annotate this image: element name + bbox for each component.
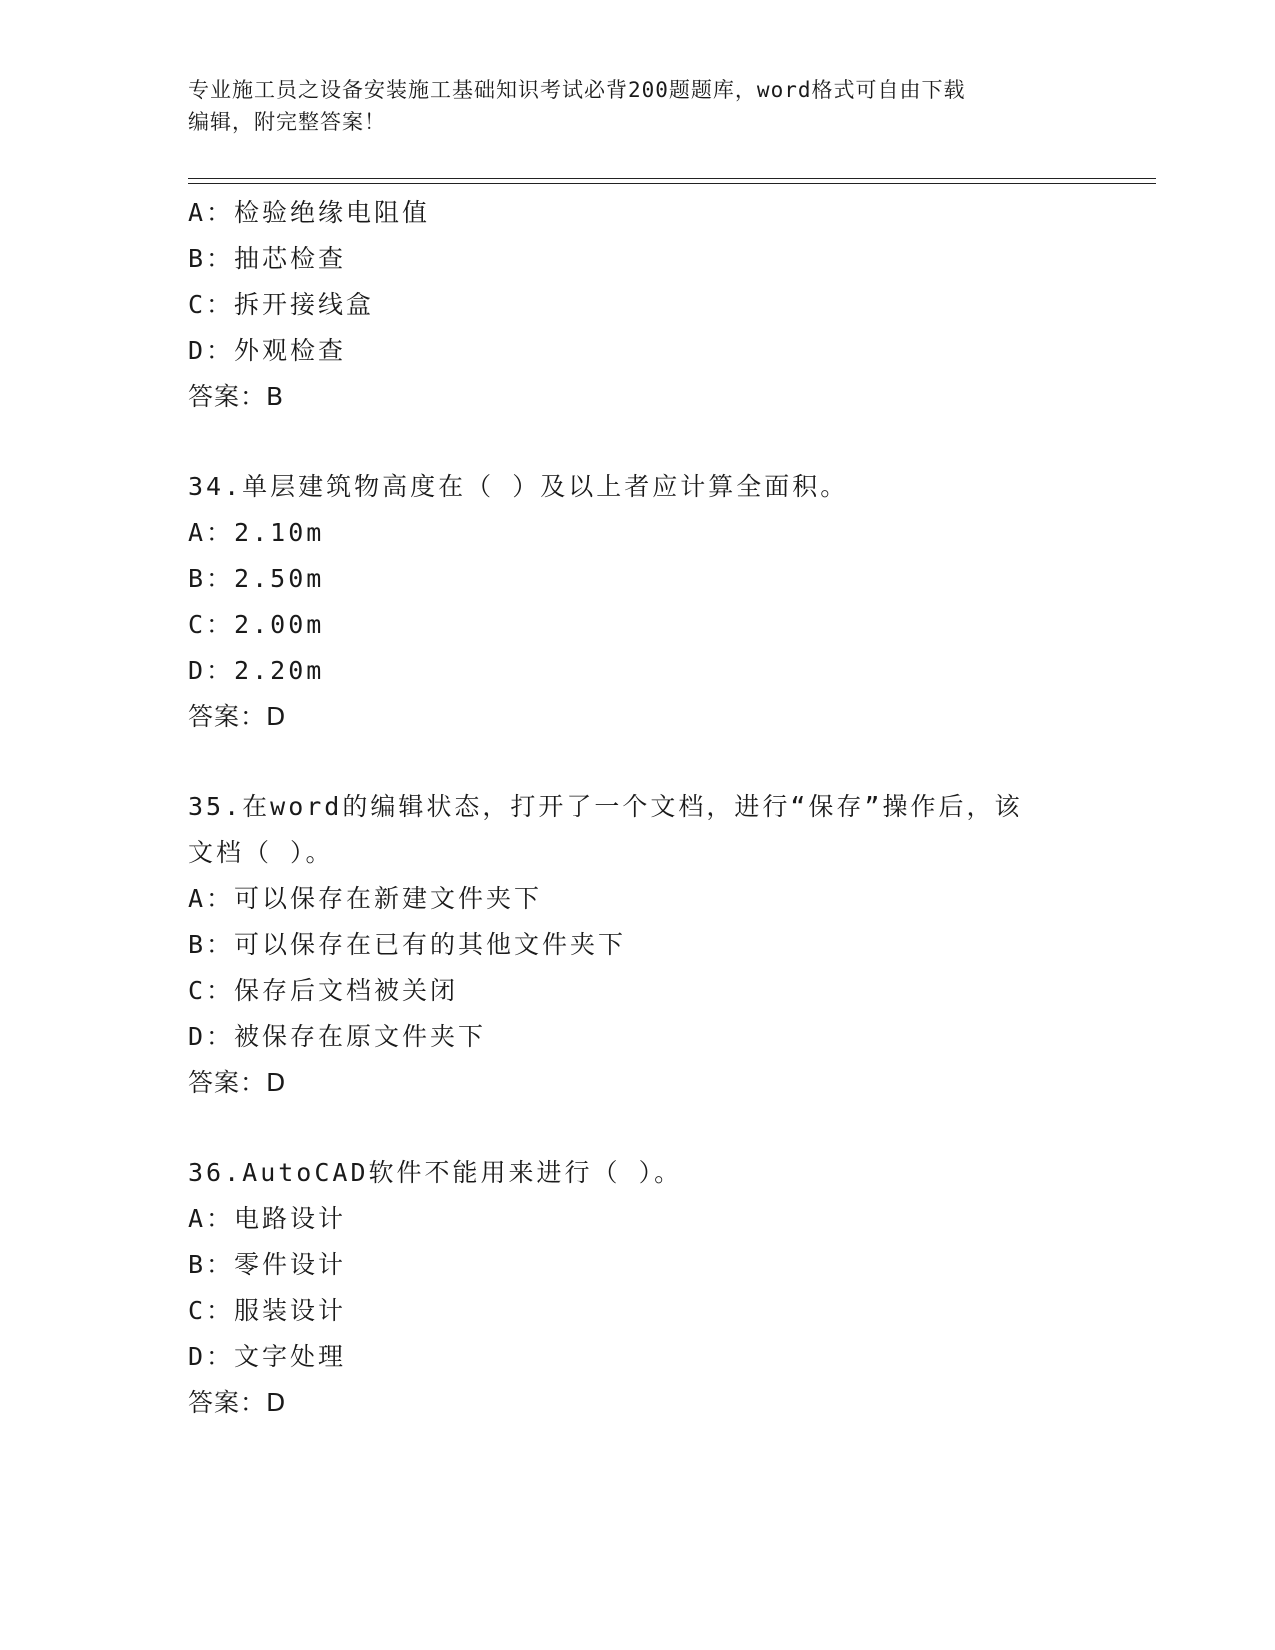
block-spacer <box>188 1106 1156 1150</box>
option-b: B：可以保存在已有的其他文件夹下 <box>188 930 627 959</box>
option-c: C：2.00m <box>188 610 325 639</box>
question-block-36 <box>188 1150 1156 1426</box>
option-b: B：抽芯检查 <box>188 244 347 273</box>
question-text: 34.单层建筑物高度在（ ）及以上者应计算全面积。 <box>188 472 849 501</box>
block-spacer <box>188 420 1156 464</box>
option-a: A：电路设计 <box>188 1204 347 1233</box>
answer-line: 答案：D <box>188 1388 287 1417</box>
option-c: C：保存后文档被关闭 <box>188 976 459 1005</box>
option-a: A：可以保存在新建文件夹下 <box>188 884 543 913</box>
answer-line: 答案：D <box>188 1068 287 1097</box>
question-text-line-1: 35.在word的编辑状态，打开了一个文档，进行“保存”操作后，该 <box>188 792 1023 821</box>
option-a: A：2.10m <box>188 518 325 547</box>
option-b: B：2.50m <box>188 564 325 593</box>
answer-line: 答案：B <box>188 382 285 411</box>
header-title-line-2: 编辑，附完整答案！ <box>188 110 386 134</box>
question-block-34 <box>188 464 1156 740</box>
option-a: A：检验绝缘电阻值 <box>188 198 431 227</box>
option-d: D：被保存在原文件夹下 <box>188 1022 487 1051</box>
option-c: C：拆开接线盒 <box>188 290 375 319</box>
answer-line: 答案：D <box>188 702 287 731</box>
question-text: 36.AutoCAD软件不能用来进行（ ）。 <box>188 1158 683 1187</box>
question-block-33 <box>188 190 1156 420</box>
option-b: B：零件设计 <box>188 1250 347 1279</box>
question-list <box>188 190 1156 1426</box>
option-d: D：文字处理 <box>188 1342 347 1371</box>
question-text-line-2: 文档（ ）。 <box>188 838 334 867</box>
block-spacer <box>188 740 1156 784</box>
document-header <box>188 74 1088 138</box>
header-title-line-1: 专业施工员之设备安装施工基础知识考试必背200题题库，word格式可自由下载 <box>188 78 966 102</box>
option-c: C：服装设计 <box>188 1296 347 1325</box>
question-block-35 <box>188 784 1156 1106</box>
option-d: D：2.20m <box>188 656 325 685</box>
header-rule-bottom <box>188 183 1156 184</box>
header-rule-top <box>188 178 1156 179</box>
option-d: D：外观检查 <box>188 336 347 365</box>
